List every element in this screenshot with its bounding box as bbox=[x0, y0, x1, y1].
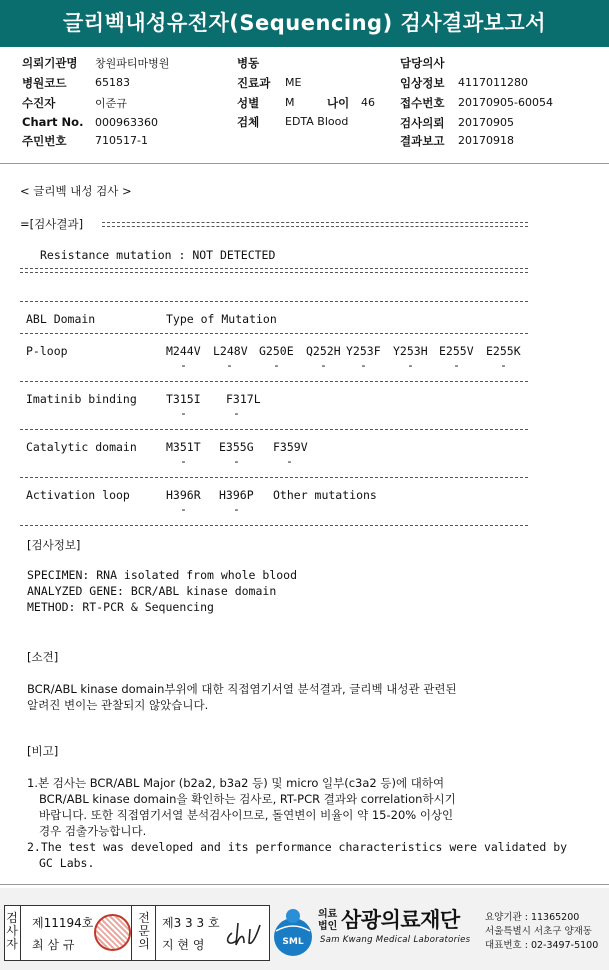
result-mark: - bbox=[453, 358, 460, 372]
org-code: 요양기관 : 11365200 bbox=[485, 912, 580, 923]
info-patient: 수진자 bbox=[22, 96, 56, 110]
remark-1-line-d: 경우 검출가능합니다. bbox=[39, 824, 147, 838]
mutation-e255v: E255V bbox=[439, 344, 474, 358]
remark-2-line-a: 2.The test was developed and its performance characteristics were validated by bbox=[27, 840, 568, 854]
sig-divider bbox=[20, 905, 21, 961]
remark-title: [비고] bbox=[27, 744, 59, 758]
inspector-label: 검 사 자 bbox=[6, 911, 18, 951]
mutation-e355g: E355G bbox=[219, 440, 254, 454]
mutation-y253h: Y253H bbox=[393, 344, 428, 358]
info-section-title: [검사정보] bbox=[27, 538, 81, 552]
opinion-line-1: BCR/ABL kinase domain부위에 대한 직접염기서열 분석결과, 글리벡 내성관 관련된 bbox=[27, 682, 457, 696]
info-department-value: ME bbox=[285, 76, 302, 89]
info-request-date-value: 20170905 bbox=[458, 116, 514, 129]
info-hospital-code: 병원코드 bbox=[22, 76, 67, 90]
info-specimen: 검체 bbox=[237, 115, 260, 129]
row-rule bbox=[20, 429, 528, 430]
mutation-l248v: L248V bbox=[213, 344, 248, 358]
sig-divider bbox=[131, 905, 132, 961]
opinion-title: [소견] bbox=[27, 650, 59, 664]
result-mark: - bbox=[233, 454, 240, 468]
info-doctor: 담당의사 bbox=[400, 56, 445, 70]
info-age-value: 46 bbox=[361, 96, 375, 109]
table-header-mutation: Type of Mutation bbox=[166, 312, 277, 326]
mutation-f359v: F359V bbox=[273, 440, 308, 454]
mutation-other: Other mutations bbox=[273, 488, 377, 502]
mutation-f317l: F317L bbox=[226, 392, 261, 406]
specialist-number: 제3 3 3 호 bbox=[162, 916, 220, 930]
result-mark: - bbox=[233, 406, 240, 420]
info-sex-value: M bbox=[285, 96, 295, 109]
mutation-t315i: T315I bbox=[166, 392, 201, 406]
result-mark: - bbox=[226, 358, 233, 372]
info-specimen-value: EDTA Blood bbox=[285, 115, 349, 128]
info-report-date-value: 20170918 bbox=[458, 134, 514, 147]
info-ward: 병동 bbox=[237, 56, 260, 70]
row-domain-activation: Activation loop bbox=[26, 488, 130, 502]
result-mark: - bbox=[500, 358, 507, 372]
gene-line: ANALYZED GENE: BCR/ABL kinase domain bbox=[27, 584, 277, 598]
info-chart-no-value: 000963360 bbox=[95, 116, 158, 129]
info-clinical: 임상정보 bbox=[400, 76, 445, 90]
result-mark: - bbox=[180, 454, 187, 468]
specialist-name: 지 현 영 bbox=[162, 938, 205, 952]
info-report-date: 결과보고 bbox=[400, 134, 445, 148]
logo-text: SML bbox=[282, 937, 304, 947]
mutation-m244v: M244V bbox=[166, 344, 201, 358]
info-hospital-value: 창원파티마병원 bbox=[95, 57, 170, 70]
sml-logo bbox=[272, 907, 314, 957]
result-header-rule bbox=[102, 222, 528, 227]
mutation-g250e: G250E bbox=[259, 344, 294, 358]
section-title: < 글리벡 내성 검사 > bbox=[20, 184, 132, 198]
result-mark: - bbox=[320, 358, 327, 372]
method-line: METHOD: RT-PCR & Sequencing bbox=[27, 600, 214, 614]
row-domain-catalytic: Catalytic domain bbox=[26, 440, 137, 454]
result-mark: - bbox=[180, 502, 187, 516]
remark-2-line-b: GC Labs. bbox=[39, 856, 95, 870]
result-header-label: =[검사결과] bbox=[20, 217, 84, 231]
row-rule bbox=[20, 381, 528, 382]
result-mark: - bbox=[286, 454, 293, 468]
specialist-label: 전 문 의 bbox=[138, 911, 150, 951]
org-phone: 대표번호 : 02-3497-5100 bbox=[485, 940, 599, 951]
org-name: 삼광의료재단 bbox=[341, 908, 460, 932]
specialist-signature bbox=[222, 915, 262, 949]
table-top-rule bbox=[20, 301, 528, 302]
specimen-line: SPECIMEN: RNA isolated from whole blood bbox=[27, 568, 298, 582]
mutation-e255k: E255K bbox=[486, 344, 521, 358]
result-mark: - bbox=[233, 502, 240, 516]
result-rule bbox=[20, 268, 528, 273]
table-header-domain: ABL Domain bbox=[26, 312, 96, 326]
opinion-line-2: 알려진 변이는 관찰되지 않았습니다. bbox=[27, 698, 209, 712]
info-id-number: 주민번호 bbox=[22, 134, 67, 148]
row-domain-imatinib: Imatinib binding bbox=[26, 392, 137, 406]
info-receipt-no: 접수번호 bbox=[400, 96, 445, 110]
result-mark: - bbox=[180, 406, 187, 420]
info-receipt-no-value: 20170905-60054 bbox=[458, 96, 553, 109]
info-hospital: 의뢰기관명 bbox=[22, 56, 78, 70]
mutation-m351t: M351T bbox=[166, 440, 201, 454]
inspector-number: 제11194호 bbox=[32, 916, 94, 930]
info-chart-no: Chart No. bbox=[22, 115, 84, 129]
mutation-h396p: H396P bbox=[219, 488, 254, 502]
inspector-name: 최 삼 규 bbox=[32, 938, 75, 952]
info-id-number-value: 710517-1 bbox=[95, 134, 148, 147]
result-mark: - bbox=[360, 358, 367, 372]
inspector-seal bbox=[94, 914, 131, 951]
footer-divider bbox=[0, 884, 609, 885]
org-small: 의료 법인 bbox=[318, 909, 338, 932]
info-sex: 성별 bbox=[237, 96, 260, 110]
info-divider bbox=[0, 163, 609, 164]
row-domain-ploop: P-loop bbox=[26, 344, 68, 358]
remark-1-line-a: 1.본 검사는 BCR/ABL Major (b2a2, b3a2 등) 및 micro 일부(c3a2 등)에 대하여 bbox=[27, 776, 445, 790]
mutation-y253f: Y253F bbox=[346, 344, 381, 358]
table-bottom-rule bbox=[20, 525, 528, 526]
result-mark: - bbox=[180, 358, 187, 372]
sig-divider bbox=[155, 905, 156, 961]
org-address: 서울특별시 서초구 양재동 bbox=[485, 926, 592, 937]
info-hospital-code-value: 65183 bbox=[95, 76, 130, 89]
resistance-result: Resistance mutation : NOT DETECTED bbox=[40, 248, 276, 262]
mutation-q252h: Q252H bbox=[306, 344, 341, 358]
result-mark: - bbox=[273, 358, 280, 372]
info-request-date: 검사의뢰 bbox=[400, 116, 445, 130]
info-department: 진료과 bbox=[237, 76, 271, 90]
info-clinical-value: 4117011280 bbox=[458, 76, 528, 89]
mutation-h396r: H396R bbox=[166, 488, 201, 502]
remark-1-line-b: BCR/ABL kinase domain을 확인하는 검사로, RT-PCR 결과와 correlation하시기 bbox=[39, 792, 456, 806]
info-age: 나이 bbox=[327, 96, 350, 110]
report-title: 글리벡내성유전자(Sequencing) 검사결과보고서 bbox=[63, 11, 546, 35]
org-english: Sam Kwang Medical Laboratories bbox=[320, 935, 471, 945]
remark-1-line-c: 바랍니다. 또한 직접염기서열 분석검사이므로, 돌연변이 비율이 약 15-20% 이상인 bbox=[39, 808, 454, 822]
info-patient-value: 이준규 bbox=[95, 97, 127, 110]
row-rule bbox=[20, 477, 528, 478]
result-mark: - bbox=[407, 358, 414, 372]
table-header-rule bbox=[20, 333, 528, 334]
